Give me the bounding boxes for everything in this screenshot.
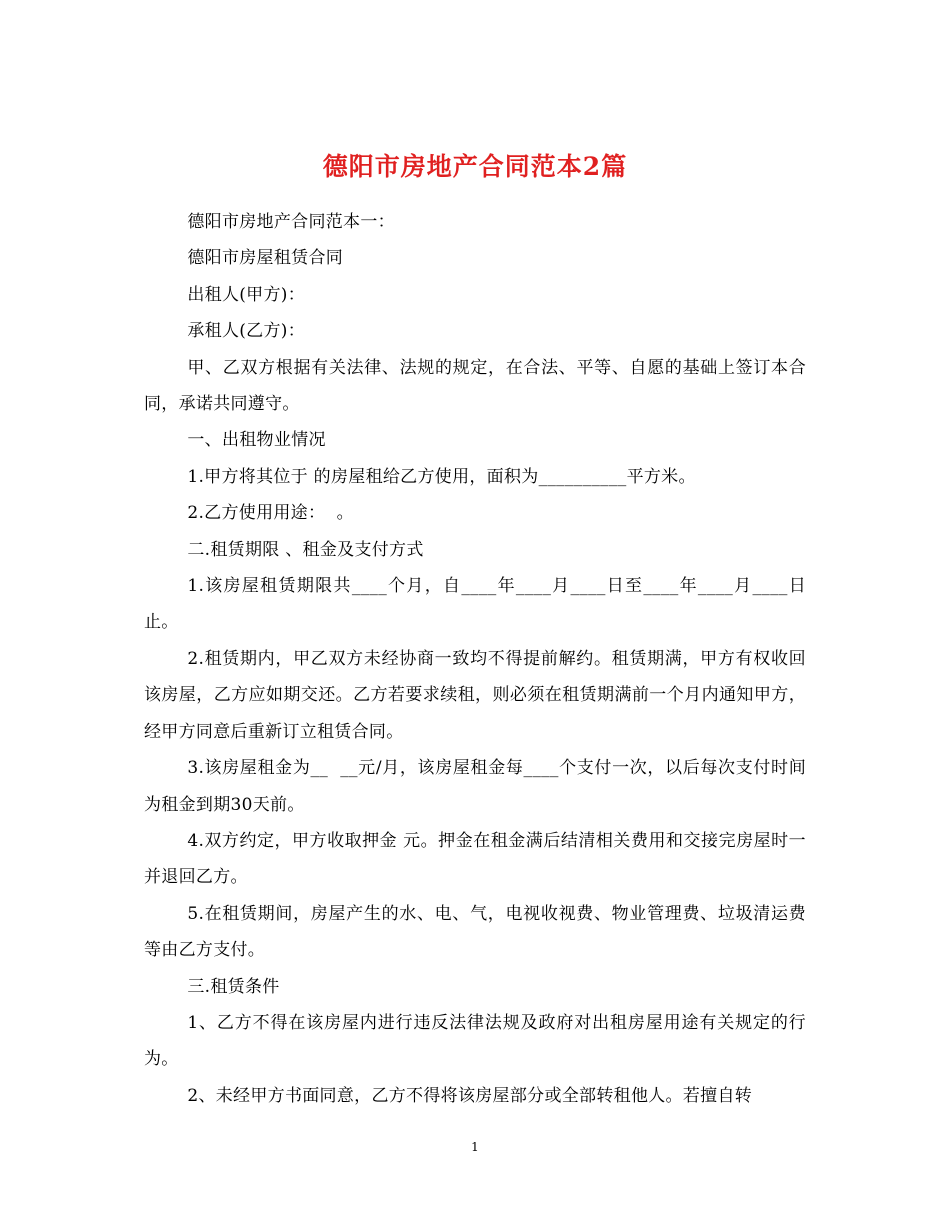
- paragraph: 二.租赁期限 、租金及支付方式: [187, 539, 424, 560]
- paragraph: 出租人(甲方)：: [187, 284, 306, 305]
- paragraph: 德阳市房地产合同范本一：: [187, 212, 395, 232]
- paragraph: 3.该房屋租金为__ __元/月，该房屋租金每____个支付一次，以后每次支付时间为租金到期30天前。: [144, 758, 806, 815]
- paragraph: 2.乙方使用用途： 。: [187, 503, 354, 524]
- paragraph: 1.甲方将其位于 的房屋租给乙方使用，面积为__________平方米。: [187, 466, 696, 487]
- paragraph: 1、乙方不得在该房屋内进行违反法律法规及政府对出租房屋用途有关规定的行为。: [144, 1012, 806, 1070]
- paragraph: 2.租赁期内，甲乙双方未经协商一致均不得提前解约。租赁期满，甲方有权收回该房屋，乙方应如期交还。乙方若要求续租，则必须在租赁期满前一个月内通知甲方，经甲方同意后重新订立租赁合同。: [144, 648, 806, 742]
- paragraph: 2、未经甲方书面同意，乙方不得将该房屋部分或全部转租他人。若擅自转: [187, 1085, 753, 1106]
- paragraph: 三.租赁条件: [187, 976, 280, 997]
- paragraph: 1.该房屋租赁期限共____个月，自____年____月____日至____年____月____日止。: [144, 576, 806, 633]
- paragraph: 甲、乙双方根据有关法律、法规的规定，在合法、平等、自愿的基础上签订本合同，承诺共同遵守。: [144, 357, 806, 415]
- page-number: 1: [471, 1140, 479, 1154]
- paragraph: 一、出租物业情况: [187, 430, 326, 451]
- paragraph: 德阳市房屋租赁合同: [187, 248, 344, 269]
- paragraph: 5.在租赁期间，房屋产生的水、电、气，电视收视费、物业管理费、垃圾清运费等由乙方支付。: [144, 903, 806, 961]
- document-title: 德阳市房地产合同范本2篇: [322, 151, 628, 181]
- paragraph: 承租人(乙方)：: [187, 321, 306, 342]
- document-body: [144, 204, 806, 1114]
- paragraph: 4.双方约定，甲方收取押金 元。押金在租金满后结清相关费用和交接完房屋时一并退回乙方。: [144, 830, 806, 888]
